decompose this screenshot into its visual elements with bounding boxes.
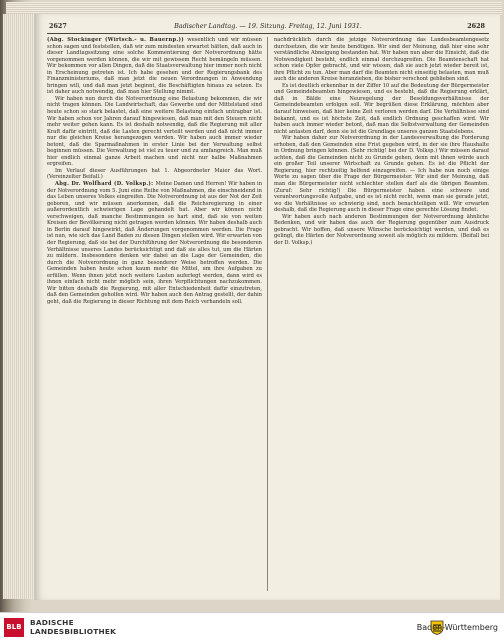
left-text-column [47,37,262,593]
running-title: Badischer Landtag. — 19. Sitzung. Freitag, 12. Juni 1931. [174,22,362,30]
blb-name[interactable] [30,619,116,636]
baden-wuerttemberg-label[interactable]: Baden-Württemberg [416,623,498,632]
paragraph [47,168,262,181]
paragraph [274,135,489,214]
blb-name-line1: BADISCHE [30,618,74,627]
right-text-column [274,37,489,593]
footer-bar [0,612,504,641]
blb-name-line2: LANDESBIBLIOTHEK [30,626,117,636]
paragraph-text: wesentlich und wir müssen schon sagen und feststellen, daß wir zum mindesten erwartet hätten, daß auch in dieser Landtagssitzung eine solche Kommentierung der Notverordnung hätte vorgenommen werden können, die wir mit gewissem Recht bemängeln müssen. Wir bekommen vor allen Dingen, daß die Staatsverwaltung hier immer noch nicht in Erscheinung getreten ist. Ich habe gesehen und der Regierungsbank des Finanzministeriums, daß man jetzt die neuen Verordnungen in Anwendung bringen will, und daß man jetzt beginnt, die Beschäftigten hinaus zu setzen. Es ist daher auch notwendig, daß man hier Stellung nimmt. [47,37,262,96]
header-rule [47,33,489,34]
speaker-name: (Abg. Stockinger (Wirtsch.- u. Bauernp.)) [47,37,188,43]
paragraph-text: Wir haben nun durch die Notverordnung eine Belastung bekommen, die wir nicht tragen können. Die Landwirtschaft, das Gewerbe und der Mittelstand sind heute schon so stark belastet, daß eine weitere Belastung einfach untragbar ist. Wir haben schon vor Jahren darauf hingewiesen, daß man mit den Steuern nicht mehr weiter gehen kann. Es ist deshalb notwendig, daß die Regierung mit aller Kraft dafür eintritt, daß die Lasten gerecht verteilt werden und daß nicht immer nur die gleichen Kreise herangezogen werden. Wir haben auch immer wieder betont, daß die Sparmaßnahmen in erster Linie bei der Verwaltung selbst beginnen müssen. Die Verwaltung ist viel zu teuer und zu umfangreich. Man muß hier endlich einmal ganze Arbeit machen und nicht nur halbe Maßnahmen ergreifen. [47,95,262,168]
paragraph-text: Im Verlauf dieser Ausführungen hat 1. Abgeordneter Maier das Wort. (Vereinzelter Beifall.) [47,167,262,181]
paragraph [47,96,262,168]
blb-logo[interactable]: BLB [4,618,24,637]
left-page-number: 2627 [49,22,67,30]
right-page-number: 2628 [467,22,485,30]
paragraph [47,181,262,305]
document-page [34,14,500,600]
paragraph [274,83,489,135]
column-divider [267,37,268,591]
paragraph-text: nachdrücklich durch die jetzige Notverordnung das Landesbeamtengesetz durchsetzen, die wir heute benötigen. Wir sind der Meinung, daß hier eine sehr verständliche Abneigung bestanden hat. Wir haben nun aber die Einsicht, daß die Notwendigkeit besteht, endlich einmal durchzugreifen. Die Beamtenschaft hat schon viele Opfer gebracht, und wir wissen, daß sie auch jetzt wieder bereit ist, ihre Pflicht zu tun. Aber man darf die Beamten nicht einseitig belasten, man muß auch die anderen Kreise heranziehen, die bisher verschont geblieben sind. [274,37,489,83]
paragraph [47,37,262,96]
paragraph-text: Es ist deutlich erkennbar in der Ziffer 10 auf die Bedeutung der Bürgermeister und Gemeindebeamten hingewiesen, und es besteht, daß die Regierung erklärt, daß in Bälde eine Neuregelung der Besoldungsverhältnisse der Gemeindebeamten erfolgen soll. Wir begrüßen diese Erklärung, möchten aber darauf hinweisen, daß hier keine Zeit verloren werden darf. Die Verhältnisse sind bekannt, und es ist höchste Zeit, daß endlich Ordnung geschaffen wird. Wir haben auch immer wieder betont, daß man die Selbstverwaltung der Gemeinden nicht antasten darf, denn sie ist die Grundlage unseres ganzen Staatslebens. [274,82,489,135]
page-edges-stack [2,14,36,599]
paragraph [274,37,489,83]
speaker-name: Abg. Dr. Wolfhard (D. Volksp.): [55,181,156,188]
paragraph [274,214,489,247]
paragraph-text: Meine Damen und Herren! Wir haben in der Notverordnung vom 5. Juni eine Reihe von Maßnahmen, die einschneidend in das Leben unseres Volkes eingreifen. Die Notverordnung ist aus der Not der Zeit geboren, und wir müssen anerkennen, daß die Reichsregierung in einer außerordentlich schwierigen Lage gehandelt hat. Aber wir können nicht verschweigen, daß manche Bestimmungen so hart sind, daß sie von weiten Kreisen der Bevölkerung nicht getragen werden können. Wir haben deshalb auch in Berlin darauf hingewirkt, daß Änderungen vorgenommen werden. Die Frage ist nun, wie sich das Land Baden zu diesen Dingen stellen wird. Wir erwarten von der Regierung, daß sie bei der Durchführung der Notverordnung die besonderen Verhältnisse unseres Landes berücksichtigt und daß sie alles tut, um die Härten zu mildern. Insbesondere denken wir dabei an die Lage der Gemeinden, die durch die Notverordnung in ganz besonderer Weise betroffen werden. Die Gemeinden haben heute schon kaum mehr die Mittel, um ihre Aufgaben zu erfüllen. Wenn ihnen jetzt noch weitere Lasten auferlegt werden, dann wird es ihnen einfach nicht mehr möglich sein, ihren Verpflichtungen nachzukommen. Wir bitten deshalb die Regierung, mit aller Entschiedenheit dafür einzutreten, daß den Gemeinden geholfen wird. Wir haben auch den Antrag gestellt, der dahin geht, daß die Regierung in dieser Richtung mit dem Reich verhandeln soll. [47,181,262,305]
paragraph-text: Wir haben auch nach anderen Bestimmungen der Notverordnung ähnliche Bedenken, und wir haben das auch der Regierung gegenüber zum Ausdruck gebracht. Wir hoffen, daß unsere Wünsche berücksichtigt werden, und daß es gelingt, die Härten der Notverordnung soweit als möglich zu mildern. (Beifall bei der D. Volksp.) [274,213,489,246]
paragraph-text: Wir haben daher zur Notverordnung in der Landesverwaltung die Forderung erhoben, daß den Gemeinden eine Frist gegeben wird, in der sie ihre Haushalte in Ordnung bringen können. (Sehr richtig! bei der D. Volksp.) Wir müssen darauf achten, daß die Gemeinden nicht zu Grunde gehen, denn mit ihnen würde auch ein großer Teil unserer Wirtschaft zu Grunde gehen. Es ist die Pflicht der Regierung, hier rechtzeitig helfend einzugreifen. — Ich habe nun noch einige Worte zu sagen über die Frage der Bürgermeister. Wir sind der Meinung, daß man die Bürgermeister nicht schlechter stellen darf als die übrigen Beamten. (Zuruf: Sehr richtig!) Die Bürgermeister haben eine schwere und verantwortungsvolle Aufgabe, und es ist nicht recht, wenn man sie gerade jetzt, wo die Verhältnisse so schwierig sind, noch benachteiligen will. Wir erwarten deshalb, daß die Regierung auch in dieser Frage eine gerechte Lösung findet. [274,135,489,214]
